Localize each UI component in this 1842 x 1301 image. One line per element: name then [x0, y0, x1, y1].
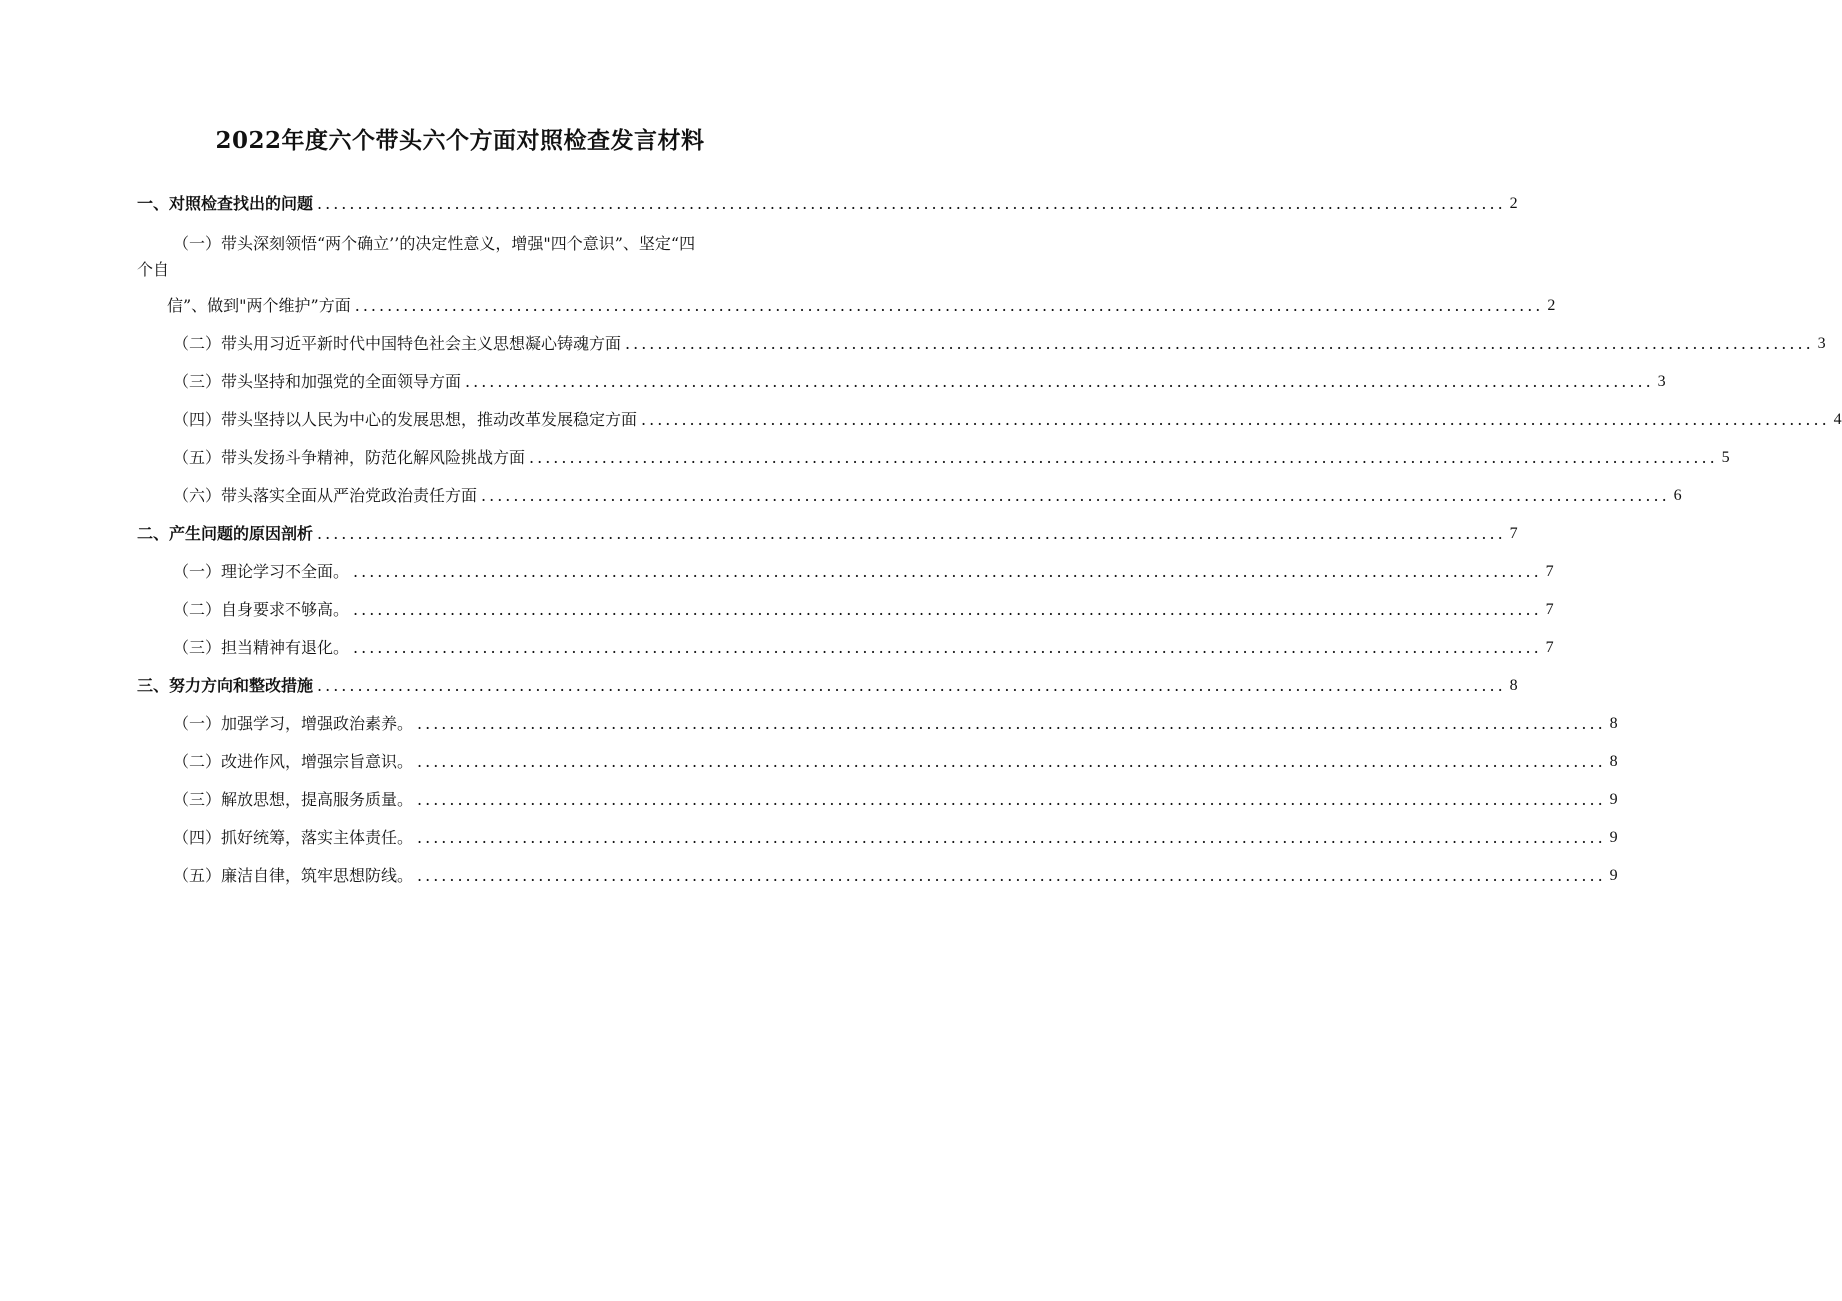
toc-entry-text: （五）廉洁自律，筑牢思想防线。 — [173, 866, 414, 885]
document-title: 2022年度六个带头六个方面对照检查发言材料 — [215, 127, 705, 154]
toc-entry-text: （五）带头发扬斗争精神，防范化解风险挑战方面 — [173, 448, 526, 467]
toc-entry-1-6[interactable] — [137, 482, 1682, 506]
toc-entry-3-4[interactable] — [137, 824, 1618, 848]
toc-leader-dots: ................................................................................................................................................... — [417, 752, 1606, 771]
toc-entry-section-2[interactable] — [137, 520, 1518, 544]
toc-leader-dots: ................................................................................................................................................... — [317, 194, 1506, 213]
toc-page-number: 3 — [1657, 373, 1666, 390]
toc-entry-1-5[interactable] — [137, 444, 1730, 468]
toc-entry-1-3[interactable] — [137, 368, 1666, 392]
toc-leader-dots: ................................................................................................................................................... — [317, 676, 1506, 695]
toc-page-number: 8 — [1609, 715, 1618, 732]
toc-entry-text: （二）自身要求不够高。 — [173, 600, 350, 619]
toc-entry-text: （二）改进作风，增强宗旨意识。 — [173, 752, 414, 771]
toc-entry-1-1-line2[interactable] — [137, 256, 778, 280]
toc-entry-text: 三、努力方向和整改措施 — [137, 676, 314, 695]
toc-page-number: 7 — [1545, 601, 1554, 618]
toc-entry-text: （三）担当精神有退化。 — [173, 638, 350, 657]
toc-leader-dots: ................................................................................................................................................... — [353, 562, 1542, 581]
toc-page-number: 8 — [1509, 677, 1518, 694]
toc-page-number: 9 — [1609, 791, 1618, 808]
toc-page-number: 7 — [1545, 563, 1554, 580]
toc-leader-dots: ................................................................................................................................................... — [529, 448, 1718, 467]
toc-leader-dots: ................................................................................................................................................... — [353, 600, 1542, 619]
toc-leader-dots: ................................................................................................................................................... — [354, 296, 1544, 315]
toc-entry-text: （三）解放思想，提高服务质量。 — [173, 790, 414, 809]
toc-leader-dots: ................................................................................................................................................... — [417, 828, 1606, 847]
toc-entry-3-5[interactable] — [137, 862, 1618, 886]
toc-page-number: 3 — [1817, 335, 1826, 352]
toc-entry-text: 二、产生问题的原因剖析 — [137, 524, 314, 543]
toc-entry-section-1[interactable] — [137, 190, 1518, 214]
toc-entry-text: （四）抓好统筹，落实主体责任。 — [173, 828, 414, 847]
toc-page-number: 8 — [1609, 753, 1618, 770]
toc-leader-dots: ................................................................................................................................................... — [625, 334, 1814, 353]
toc-entry-text: （二）带头用习近平新时代中国特色社会主义思想凝心铸魂方面 — [173, 334, 622, 353]
toc-entry-text: （一）带头深刻领悟“两个确立’’的决定性意义，增强"四个意识”、坚定“四 — [173, 234, 696, 253]
toc-entry-1-1-line1[interactable] — [137, 230, 778, 254]
toc-leader-dots: ................................................................................................................................................... — [353, 638, 1542, 657]
toc-entry-3-2[interactable] — [137, 748, 1618, 772]
toc-page-number: 9 — [1609, 867, 1618, 884]
toc-page-number: 7 — [1509, 525, 1518, 542]
toc-entry-text: （三）带头坚持和加强党的全面领导方面 — [173, 372, 462, 391]
toc-entry-text: （四）带头坚持以人民为中心的发展思想，推动改革发展稳定方面 — [173, 410, 638, 429]
toc-page-number: 7 — [1545, 639, 1554, 656]
toc-entry-1-1-line3[interactable] — [137, 292, 1556, 316]
toc-entry-1-4[interactable] — [137, 406, 1842, 430]
toc-page-number: 2 — [1547, 297, 1556, 314]
toc-leader-dots: ................................................................................................................................................... — [317, 524, 1506, 543]
toc-leader-dots: ................................................................................................................................................... — [417, 790, 1606, 809]
toc-leader-dots: ................................................................................................................................................... — [417, 866, 1606, 885]
toc-entry-text: （一）理论学习不全面。 — [173, 562, 350, 581]
toc-entry-2-2[interactable] — [137, 596, 1554, 620]
toc-entry-text: 一、对照检查找出的问题 — [137, 194, 314, 213]
toc-leader-dots: ................................................................................................................................................... — [465, 372, 1654, 391]
toc-entry-2-3[interactable] — [137, 634, 1554, 658]
toc-leader-dots: ................................................................................................................................................... — [481, 486, 1670, 505]
toc-entry-2-1[interactable] — [137, 558, 1554, 582]
toc-page-number: 4 — [1833, 411, 1842, 428]
toc-entry-section-3[interactable] — [137, 672, 1518, 696]
toc-entry-3-3[interactable] — [137, 786, 1618, 810]
toc-page-number: 2 — [1509, 195, 1518, 212]
toc-leader-dots: ................................................................................................................................................... — [641, 410, 1830, 429]
toc-entry-text: 信”、做到"两个维护”方面 — [167, 296, 351, 315]
toc-entry-text: （一）加强学习，增强政治素养。 — [173, 714, 414, 733]
toc-page-number: 5 — [1721, 449, 1730, 466]
toc-page-number: 9 — [1609, 829, 1618, 846]
toc-entry-text: （六）带头落实全面从严治党政治责任方面 — [173, 486, 478, 505]
toc-entry-3-1[interactable] — [137, 710, 1618, 734]
toc-entry-text: 个自 — [137, 260, 170, 279]
toc-page-number: 6 — [1673, 487, 1682, 504]
toc-leader-dots: ................................................................................................................................................... — [417, 714, 1606, 733]
toc-entry-1-2[interactable] — [137, 330, 1826, 354]
